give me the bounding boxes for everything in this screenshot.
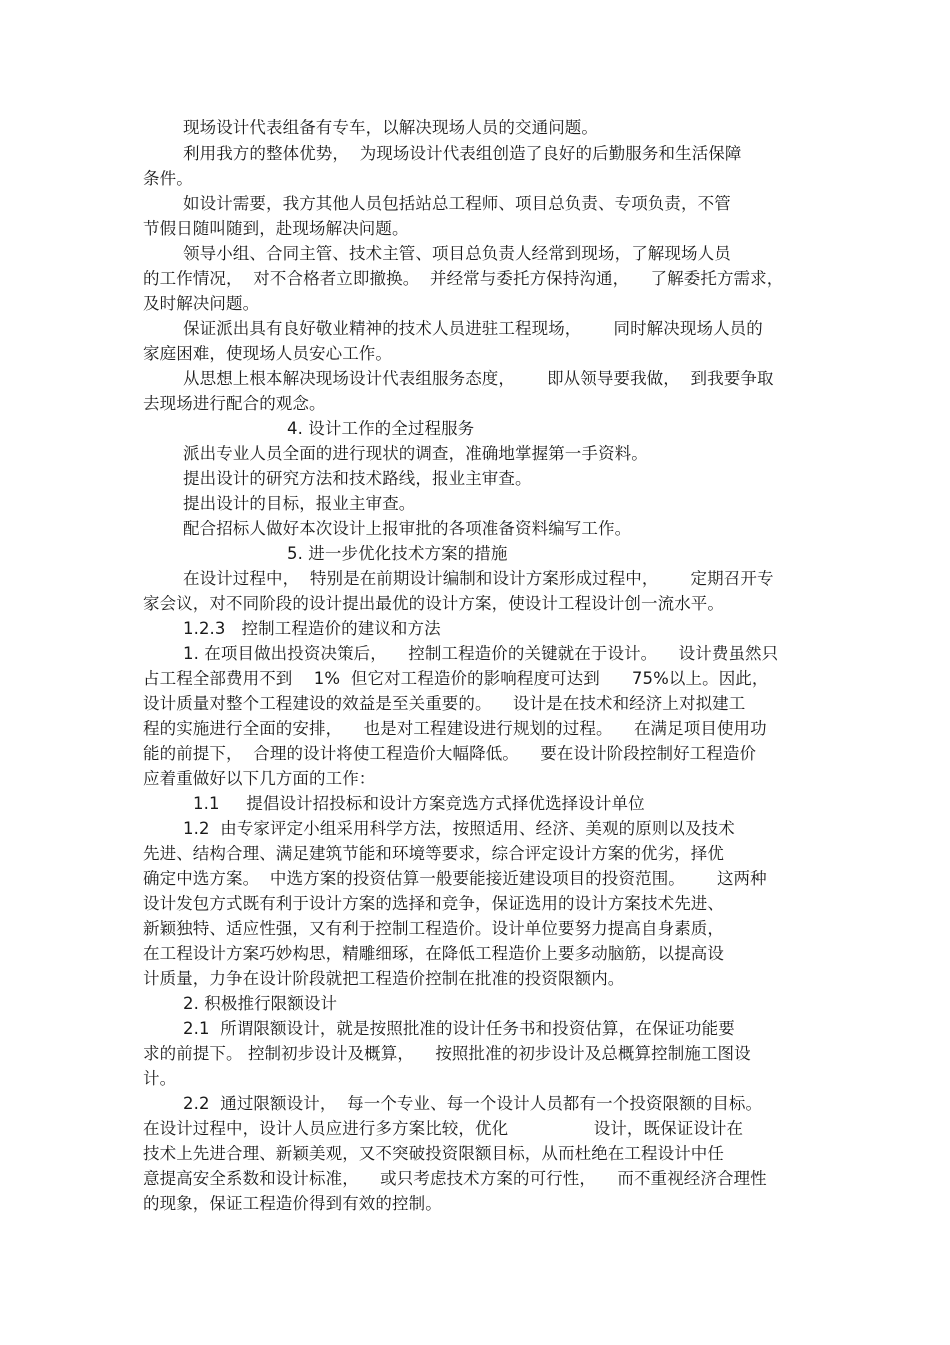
paragraph-line: 2.2 通过限额设计， 每一个专业、每一个设计人员都有一个投资限额的目标。: [183, 1094, 763, 1113]
paragraph-line: 先进、结构合理、满足建筑节能和环境等要求，综合评定设计方案的优劣，择优: [143, 844, 724, 863]
paragraph-line: 设计发包方式既有利于设计方案的选择和竞争，保证选用的设计方案技术先进、: [143, 894, 724, 913]
paragraph-line: 提出设计的研究方法和技术路线，报业主审查。: [183, 469, 532, 488]
paragraph-line: 利用我方的整体优势， 为现场设计代表组创造了良好的后勤服务和生活保障: [183, 144, 742, 163]
paragraph-line: 确定中选方案。 中选方案的投资估算一般要能接近建设项目的投资范围。 这两种: [143, 869, 767, 888]
paragraph-line: 现场设计代表组备有专车，以解决现场人员的交通问题。: [183, 118, 598, 137]
paragraph-line: 去现场进行配合的观念。: [143, 394, 326, 413]
paragraph-line: 节假日随叫随到，赴现场解决问题。: [143, 219, 409, 238]
paragraph-line: 2.1 所谓限额设计，就是按照批准的设计任务书和投资估算，在保证功能要: [183, 1019, 735, 1038]
paragraph-line: 新颖独特、适应性强，又有利于控制工程造价。设计单位要努力提高自身素质，: [143, 919, 724, 938]
section-heading: 4. 设计工作的全过程服务: [287, 419, 475, 438]
paragraph-line: 及时解决问题。: [143, 294, 260, 313]
section-heading: 1.2.3 控制工程造价的建议和方法: [183, 619, 441, 638]
paragraph-line: 如设计需要，我方其他人员包括站总工程师、项目总负责、专项负责，不管: [183, 194, 731, 213]
paragraph-line: 计。: [143, 1069, 177, 1088]
paragraph-line: 占工程全部费用不到 1% 但它对工程造价的影响程度可达到 75%以上。因此，: [143, 669, 769, 688]
paragraph-line: 的工作情况， 对不合格者立即撤换。 并经常与委托方保持沟通， 了解委托方需求，: [143, 269, 784, 288]
paragraph-line: 配合招标人做好本次设计上报审批的各项准备资料编写工作。: [183, 519, 632, 538]
paragraph-line: 提出设计的目标，报业主审查。: [183, 494, 416, 513]
paragraph-line: 家庭困难，使现场人员安心工作。: [143, 344, 392, 363]
paragraph-line: 条件。: [143, 169, 193, 188]
section-heading: 2. 积极推行限额设计: [183, 994, 338, 1013]
paragraph-line: 意提高安全系数和设计标准， 或只考虑技术方案的可行性， 而不重视经济合理性: [143, 1169, 767, 1188]
paragraph-line: 应着重做好以下几方面的工作：: [143, 769, 376, 788]
paragraph-line: 技术上先进合理、新颖美观，又不突破投资限额目标，从而杜绝在工程设计中任: [143, 1144, 724, 1163]
paragraph-line: 保证派出具有良好敬业精神的技术人员进驻工程现场， 同时解决现场人员的: [183, 319, 763, 338]
paragraph-line: 设计质量对整个工程建设的效益是至关重要的。 设计是在技术和经济上对拟建工: [143, 694, 746, 713]
paragraph-line: 在设计过程中，设计人员应进行多方案比较，优化 设计，既保证设计在: [143, 1119, 744, 1138]
paragraph-line: 1. 在项目做出投资决策后， 控制工程造价的关键就在于设计。 设计费虽然只: [183, 644, 779, 663]
paragraph-line: 求的前提下。 控制初步设计及概算， 按照批准的初步设计及总概算控制施工图设: [143, 1044, 751, 1063]
section-heading: 5. 进一步优化技术方案的措施: [287, 544, 508, 563]
paragraph-line: 领导小组、合同主管、技术主管、项目总负责人经常到现场，了解现场人员: [183, 244, 731, 263]
paragraph-line: 在设计过程中， 特别是在前期设计编制和设计方案形成过程中， 定期召开专: [183, 569, 774, 588]
paragraph-line: 的现象，保证工程造价得到有效的控制。: [143, 1194, 442, 1213]
paragraph-line: 在工程设计方案巧妙构思，精雕细琢，在降低工程造价上要多动脑筋，以提高设: [143, 944, 724, 963]
paragraph-line: 从思想上根本解决现场设计代表组服务态度， 即从领导要我做， 到我要争取: [183, 369, 774, 388]
paragraph-line: 1.2 由专家评定小组采用科学方法，按照适用、经济、美观的原则以及技术: [183, 819, 735, 838]
paragraph-line: 家会议，对不同阶段的设计提出最优的设计方案，使设计工程设计创一流水平。: [143, 594, 724, 613]
paragraph-line: 计质量，力争在设计阶段就把工程造价控制在批准的投资限额内。: [143, 969, 625, 988]
paragraph-line: 派出专业人员全面的进行现状的调查，准确地掌握第一手资料。: [183, 444, 648, 463]
paragraph-line: 能的前提下， 合理的设计将使工程造价大幅降低。 要在设计阶段控制好工程造价: [143, 744, 757, 763]
paragraph-line: 程的实施进行全面的安排， 也是对工程建设进行规划的过程。 在满足项目使用功: [143, 719, 767, 738]
paragraph-line: 1.1 提倡设计招投标和设计方案竞选方式择优选择设计单位: [193, 794, 645, 813]
